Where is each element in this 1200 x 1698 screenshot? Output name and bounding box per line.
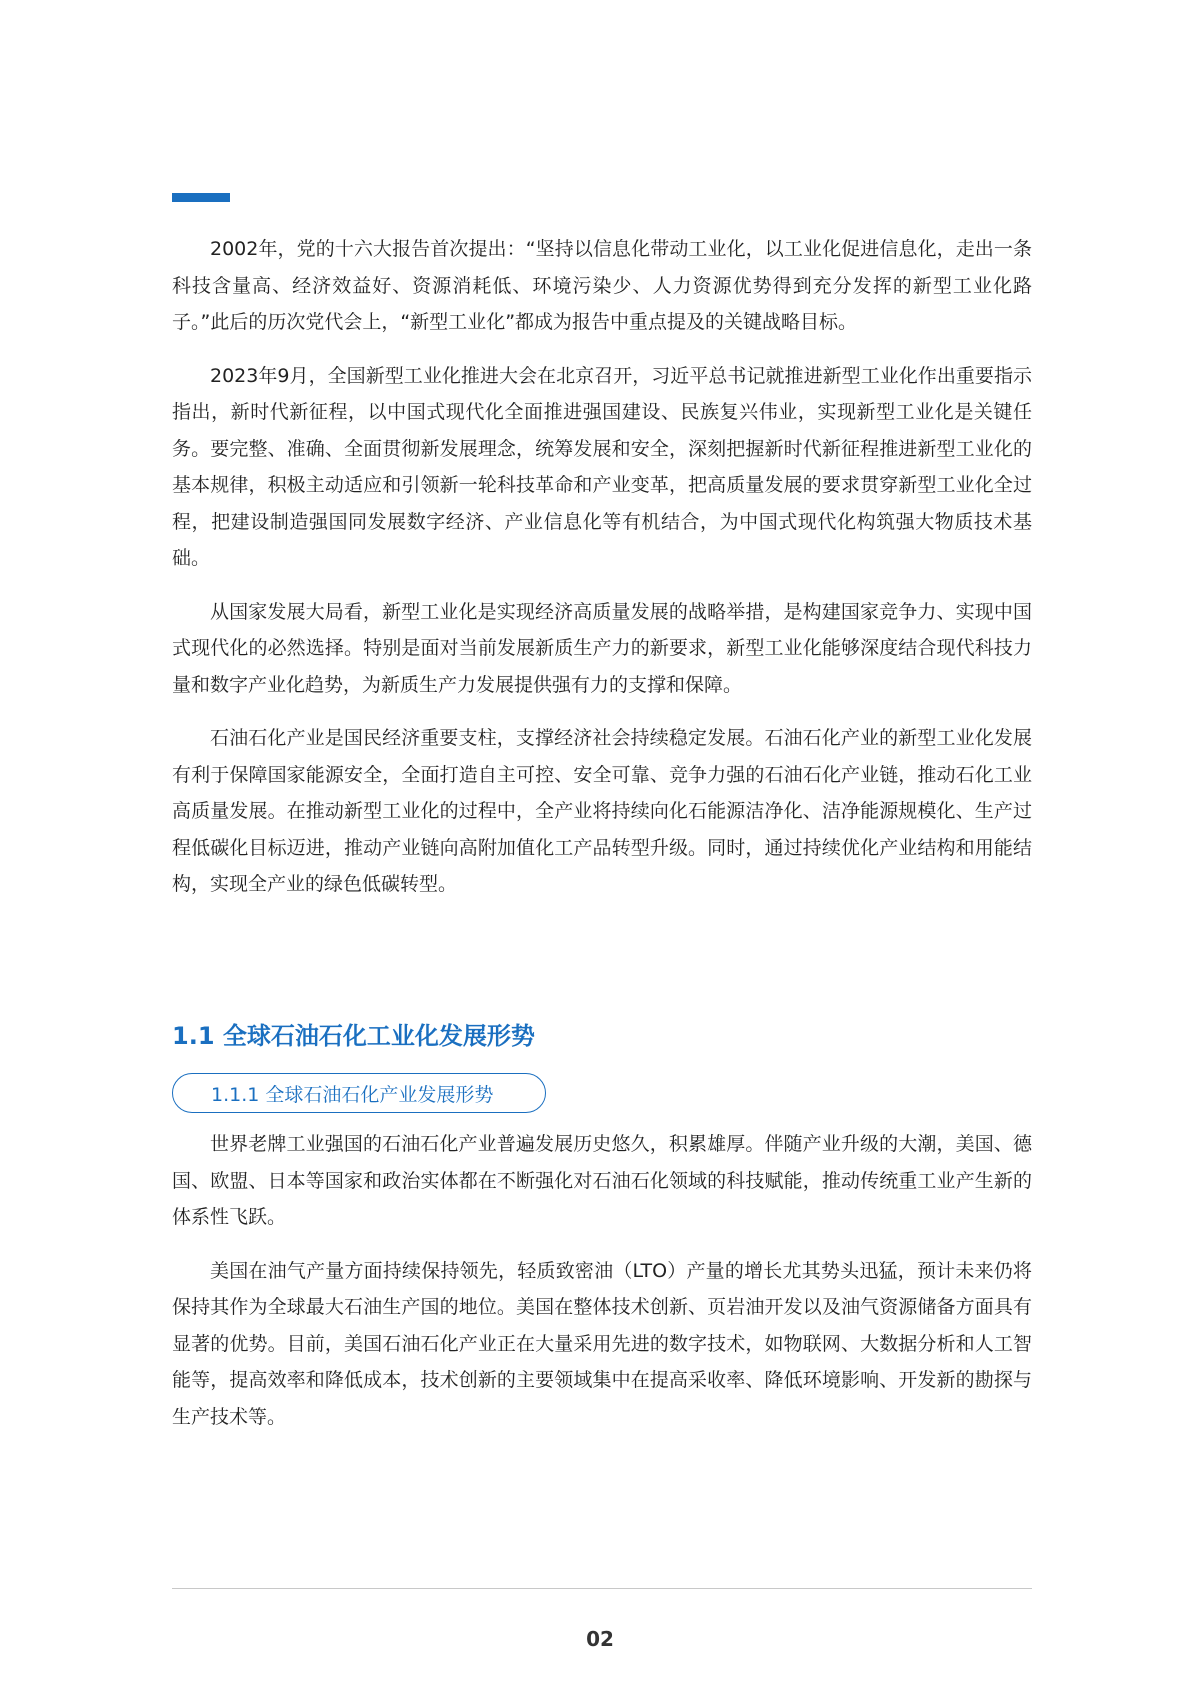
subsection-label-text: 1.1.1 全球石油石化产业发展形势 [211, 1083, 494, 1106]
intro-paragraph-3: 从国家发展大局看，新型工业化是实现经济高质量发展的战略举措，是构建国家竞争力、实现中国式现代化的必然选择。特别是面对当前发展新质生产力的新要求，新型工业化能够深度结合现代科技力量和数字产业化趋势，为新质生产力发展提供强有力的支撑和保障。 [172, 600, 1032, 696]
footer-divider [172, 1588, 1032, 1589]
section-accent-bar [172, 193, 230, 202]
intro-paragraph-4: 石油石化产业是国民经济重要支柱，支撑经济社会持续稳定发展。石油石化产业的新型工业化发展有利于保障国家能源安全，全面打造自主可控、安全可靠、竞争力强的石油石化产业链，推动石化工业高质量发展。在推动新型工业化的过程中，全产业将持续向化石能源洁净化、洁净能源规模化、生产过程低碳化目标迈进，推动产业链向高附加值化工产品转型升级。同时，通过持续优化产业结构和用能结构，实现全产业的绿色低碳转型。 [172, 727, 1032, 895]
section-paragraph-2: 美国在油气产量方面持续保持领先，轻质致密油（LTO）产量的增长尤其势头迅猛，预计未来仍将保持其作为全球最大石油生产国的地位。美国在整体技术创新、页岩油开发以及油气资源储备方面具有显著的优势。目前，美国石油石化产业正在大量采用先进的数字技术，如物联网、大数据分析和人工智能等，提高效率和降低成本，技术创新的主要领域集中在提高采收率、降低环境影响、开发新的勘探与生产技术等。 [172, 1259, 1032, 1428]
intro-paragraph-1: 2002年，党的十六大报告首次提出：“坚持以信息化带动工业化，以工业化促进信息化，走出一条科技含量高、经济效益好、资源消耗低、环境污染少、人力资源优势得到充分发挥的新型工业化路子。”此后的历次党代会上，“新型工业化”都成为报告中重点提及的关键战略目标。 [172, 238, 1032, 333]
intro-paragraph-2: 2023年9月，全国新型工业化推进大会在北京召开，习近平总书记就推进新型工业化作出重要指示指出，新时代新征程，以中国式现代化全面推进强国建设、民族复兴伟业，实现新型工业化是关键任务。要完整、准确、全面贯彻新发展理念，统筹发展和安全，深刻把握新时代新征程推进新型工业化的基本规律，积极主动适应和引领新一轮科技革命和产业变革，把高质量发展的要求贯穿新型工业化全过程，把建设制造强国同发展数字经济、产业信息化等有机结合，为中国式现代化构筑强大物质技术基础。 [172, 364, 1032, 569]
section-heading: 1.1 全球石油石化工业化发展形势 [172, 1022, 535, 1050]
page-number: 02 [586, 1627, 614, 1651]
intro-text-block [172, 231, 1032, 920]
section-text-block [172, 1126, 1032, 1452]
section-paragraph-1: 世界老牌工业强国的石油石化产业普遍发展历史悠久，积累雄厚。伴随产业升级的大潮，美国、德国、欧盟、日本等国家和政治实体都在不断强化对石油石化领域的科技赋能，推动传统重工业产生新的体系性飞跃。 [172, 1133, 1032, 1228]
subsection-label [172, 1073, 546, 1113]
